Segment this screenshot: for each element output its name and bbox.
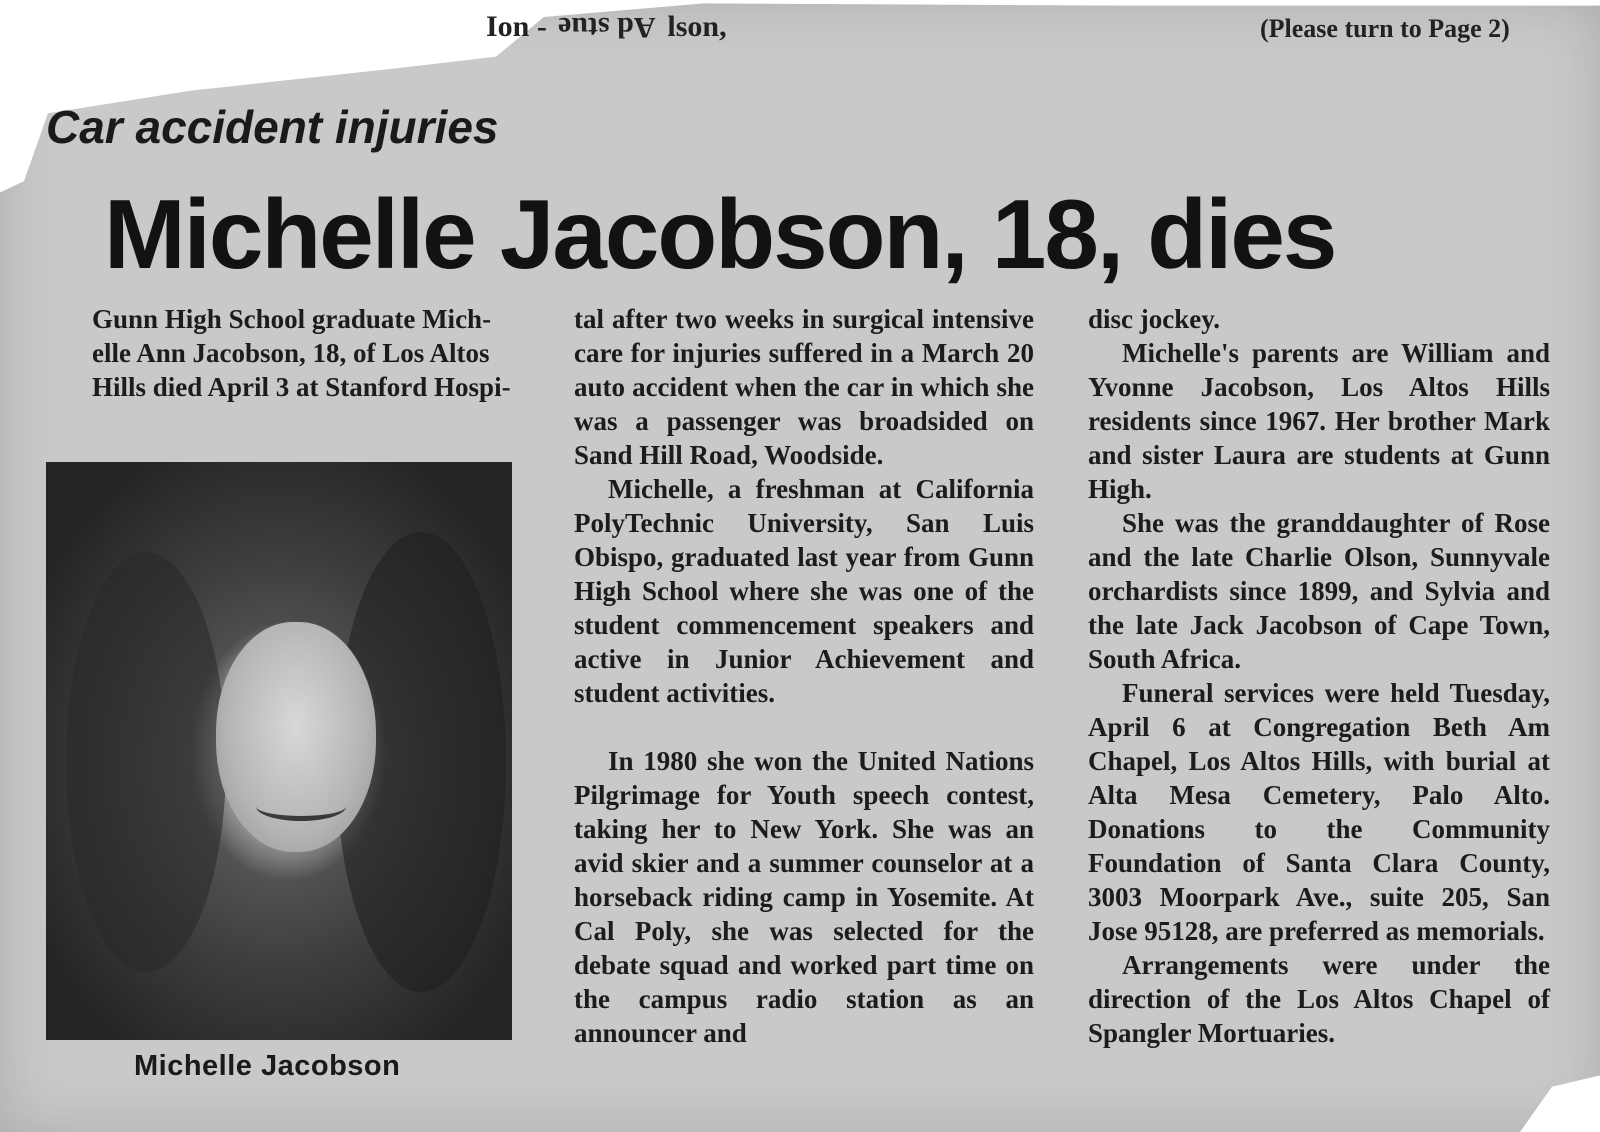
torn-header-fragment — [486, 10, 727, 44]
paragraph: Arrangements were under the direction of the Los Altos Chapel of Spangler Mortuaries. — [1088, 950, 1550, 1048]
portrait-photo — [46, 462, 512, 1040]
turn-page-notice: (Please turn to Page 2) — [1260, 14, 1510, 43]
photo-hair-left — [66, 552, 226, 972]
photo-smile — [256, 792, 346, 821]
fragment-left-text: Ion - — [486, 10, 547, 43]
article-column-1 — [92, 302, 516, 404]
paragraph: Funeral services were held Tuesday, April 6 at Congregation Beth Am Chapel, Los Altos Hills, with burial at Alta Mesa Cemetery, Palo Alto. Donations to the Community Foundation of Santa Clara County, 3003 Moorpark Ave., suite 205, San Jose 95128, are preferred as memorials. — [1088, 678, 1550, 946]
article-column-3 — [1088, 302, 1550, 1050]
paragraph: tal after two weeks in surgical intensive care for injuries suffered in a March 20 auto accident when the car in which she was a passenger was broadsided on Sand Hill Road, Woodside. — [574, 304, 1034, 470]
photo-caption: Michelle Jacobson — [134, 1050, 401, 1082]
article-kicker: Car accident injuries — [46, 101, 499, 153]
paragraph: She was the granddaughter of Rose and the late Charlie Olson, Sunnyvale orchardists since 1899, and Sylvia and the late Jack Jacobson of Cape Town, South Africa. — [1088, 508, 1550, 674]
paragraph: Gunn High School graduate Mich-elle Ann Jacobson, 18, of Los Altos Hills died April 3 at Stanford Hospi- — [92, 304, 511, 402]
paragraph: Michelle, a freshman at California PolyTechnic University, San Luis Obispo, graduated last year from Gunn High School where she was one of the student commencement speakers and active in Junior Achievement and student activities. — [574, 474, 1034, 708]
article-column-2 — [574, 302, 1034, 1050]
fragment-flipped-text: Ad stue — [558, 11, 656, 44]
article-headline: Michelle Jacobson, 18, dies — [104, 179, 1336, 289]
fragment-right-text: lson, — [667, 10, 727, 43]
paragraph: In 1980 she won the United Nations Pilgrimage for Youth speech contest, taking her to New York. She was an avid skier and a summer counselor at a horseback riding camp in Yosemite. At Cal Poly, she was selected for the debate squad and worked part time on the campus radio station as an announcer and — [574, 746, 1034, 1048]
paragraph: disc jockey. — [1088, 304, 1220, 334]
paragraph: Michelle's parents are William and Yvonne Jacobson, Los Altos Hills residents since 1967. Her brother Mark and sister Laura are students at Gunn High. — [1088, 338, 1550, 504]
